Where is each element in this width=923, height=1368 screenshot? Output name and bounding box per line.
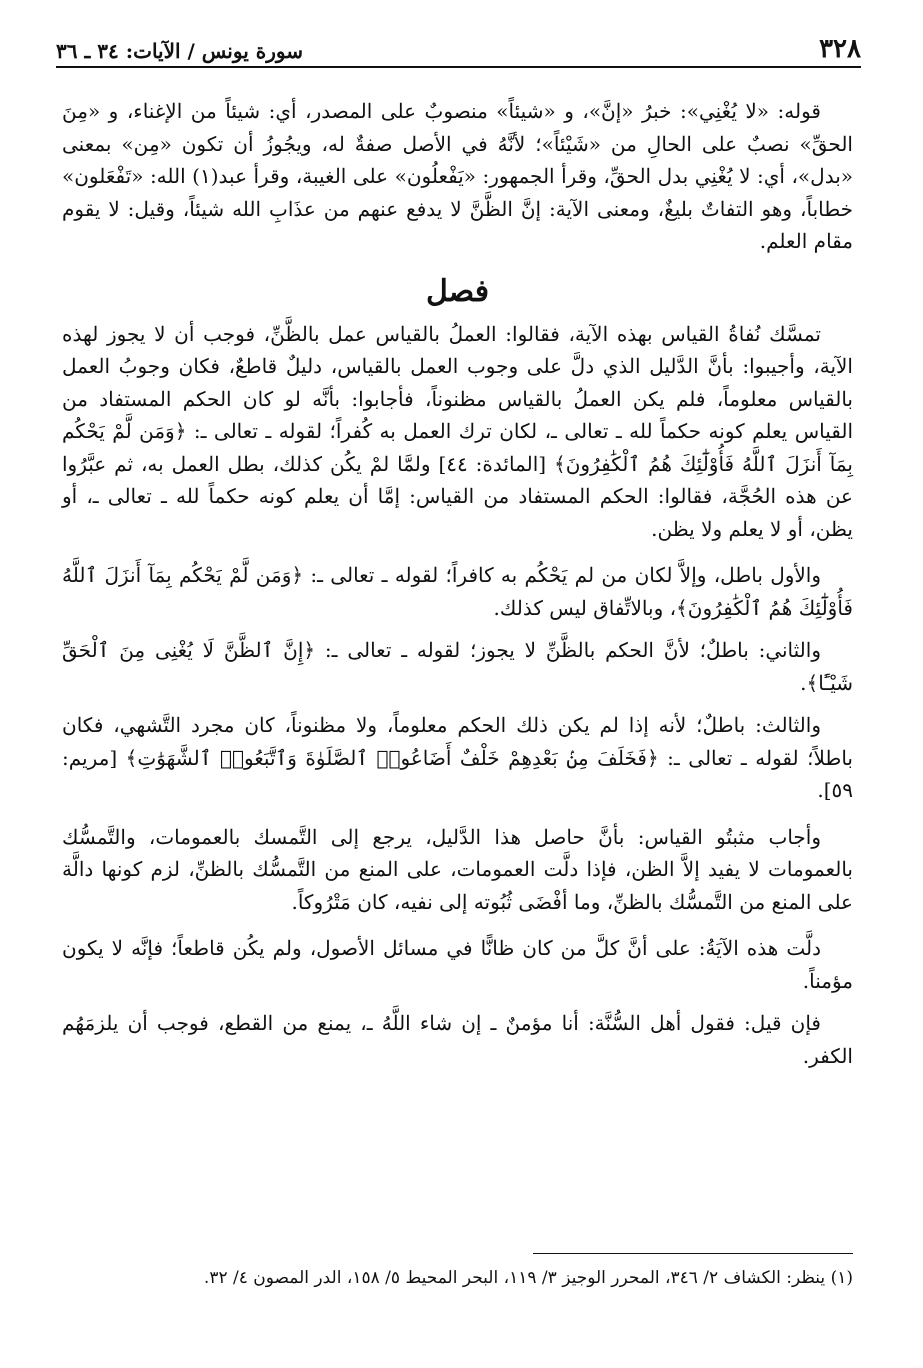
footnote: (١) ينظر: الكشاف ٢/ ٣٤٦، المحرر الوجيز ٣/ ١١٩، البحر المحيط ٥/ ١٥٨، الدر المصون ٤/ ٣٢. bbox=[203, 1268, 853, 1288]
page-header bbox=[56, 28, 861, 68]
running-title: سورة يونس / الآيات: ٣٤ ـ ٣٦ bbox=[56, 39, 303, 63]
section-title: فصل bbox=[425, 273, 490, 309]
paragraph-2: تمسَّك نُفاةُ القياس بهذه الآية، فقالوا: العملُ بالقياس عمل بالظَّنِّ، فوجب أن لا يجوز لهذه الآية، وأجيبوا: بأنَّ الدَّليل الذي دلَّ على وجوب العمل بالقياس، دليلٌ قاطعٌ، فكان وجوبُ العمل بالقياس معلوماً، فلم يكن العملُ بالقياس مظنوناً، فأجابوا: بأنَّه لو كان الحكم المستفاد من القياس يعلم كونه حكماً لله ـ تعالى ـ، لكان ترك العمل به كُفراً؛ لقوله ـ تعالى ـ: ﴿وَمَن لَّمْ يَحْكُم بِمَآ أَنزَلَ ٱللَّهُ فَأُوْلَٰٓئِكَ هُمُ ٱلْكَٰفِرُونَ﴾ [المائدة: ٤٤] ولمَّا لمْ يكُن كذلك، بطل العمل به، ثم عبَّرُوا عن هذه الحُجَّة، فقالوا: الحكم المستفاد من القياس: إمَّا أن يعلم كونه حكماً لله ـ تعالى ـ، أو يظن، أو لا يعلم ولا يظن. bbox=[62, 321, 853, 541]
page-number: ٣٢٨ bbox=[819, 34, 861, 64]
paragraph-3: والأول باطل، وإلاَّ لكان من لم يَحْكُم به كافراً؛ لقوله ـ تعالى ـ: ﴿وَمَن لَّمْ يَحْكُم بِمَآ أَنزَلَ ٱللَّهُ فَأُوْلَٰٓئِكَ هُمُ ٱلْكَٰفِرُونَ﴾، وبالاتِّفاق ليس كذلك. bbox=[62, 563, 853, 620]
paragraph-7: دلَّت هذه الآيَةُ: على أنَّ كلَّ من كان ظانًّا في مسائل الأصول، ولم يكُن قاطعاً؛ فإنَّه لا يكون مؤمناً. bbox=[62, 936, 853, 993]
footnote-divider bbox=[533, 1253, 853, 1254]
paragraph-8: فإن قيل: فقول أهل السُّنَّة: أنا مؤمنٌ ـ إن شاء اللَّهُ ـ، يمنع من القطع، فوجب أن يلزمَهُم الكفر. bbox=[62, 1011, 853, 1068]
paragraph-1: قوله: «لا يُغْنِي»: خبرُ «إنَّ»، و «شيئاً» منصوبٌ على المصدر، أي: شيئاً من الإغناء، و «مِنَ الحقِّ» نصبٌ على الحالِ من «شَيْئاً»؛ لأنَّهُ في الأصل صفةٌ له، ويجُوزُ أن تكون «مِن» بمعنى «بدل»، أي: لا يُغْنِي بدل الحقِّ، وقرأ الجمهور: «يَفْعلُون» على الغيبة، وقرأ عبد(١) الله: «تَفْعَلون» خطاباً، وهو التفاتٌ بليغٌ، ومعنى الآية: إنَّ الظَّنَّ لا يدفع عنهم من عذَابِ الله شيئاً، وقيل: لا يقوم مقام العلم. bbox=[62, 99, 853, 253]
main-text bbox=[62, 95, 853, 1086]
paragraph-4: والثاني: باطلٌ؛ لأنَّ الحكم بالظَّنِّ لا يجوز؛ لقوله ـ تعالى ـ: ﴿إِنَّ ٱلظَّنَّ لَا يُغْنِى مِنَ ٱلْحَقِّ شَيْـًٔا﴾. bbox=[62, 638, 853, 695]
paragraph-5: والثالث: باطلٌ؛ لأنه إذا لم يكن ذلك الحكم معلوماً، ولا مظنوناً، كان مجرد التَّشهي، فكان باطلاً؛ لقوله ـ تعالى ـ: ﴿فَخَلَفَ مِنۢ بَعْدِهِمْ خَلْفٌ أَضَاعُوا۟ ٱلصَّلَوٰةَ وَٱتَّبَعُوا۟ ٱلشَّهَوَٰتِ﴾ [مريم: ٥٩]. bbox=[62, 713, 853, 802]
paragraph-6: وأجاب مثبتُو القياس: بأنَّ حاصل هذا الدَّليل، يرجع إلى التَّمسك بالعمومات، والتَّمسُّك بالعمومات لا يفيد إلاَّ الظن، فإذا دلَّت العمومات، على المنع من التَّمسُّك بالظنِّ، لزم كونها دالَّة على المنع من التَّمسُّك بالظنِّ، وما أفْضَى ثُبُوته إلى نفيه، كان مَتْرُوكاً. bbox=[62, 824, 853, 914]
